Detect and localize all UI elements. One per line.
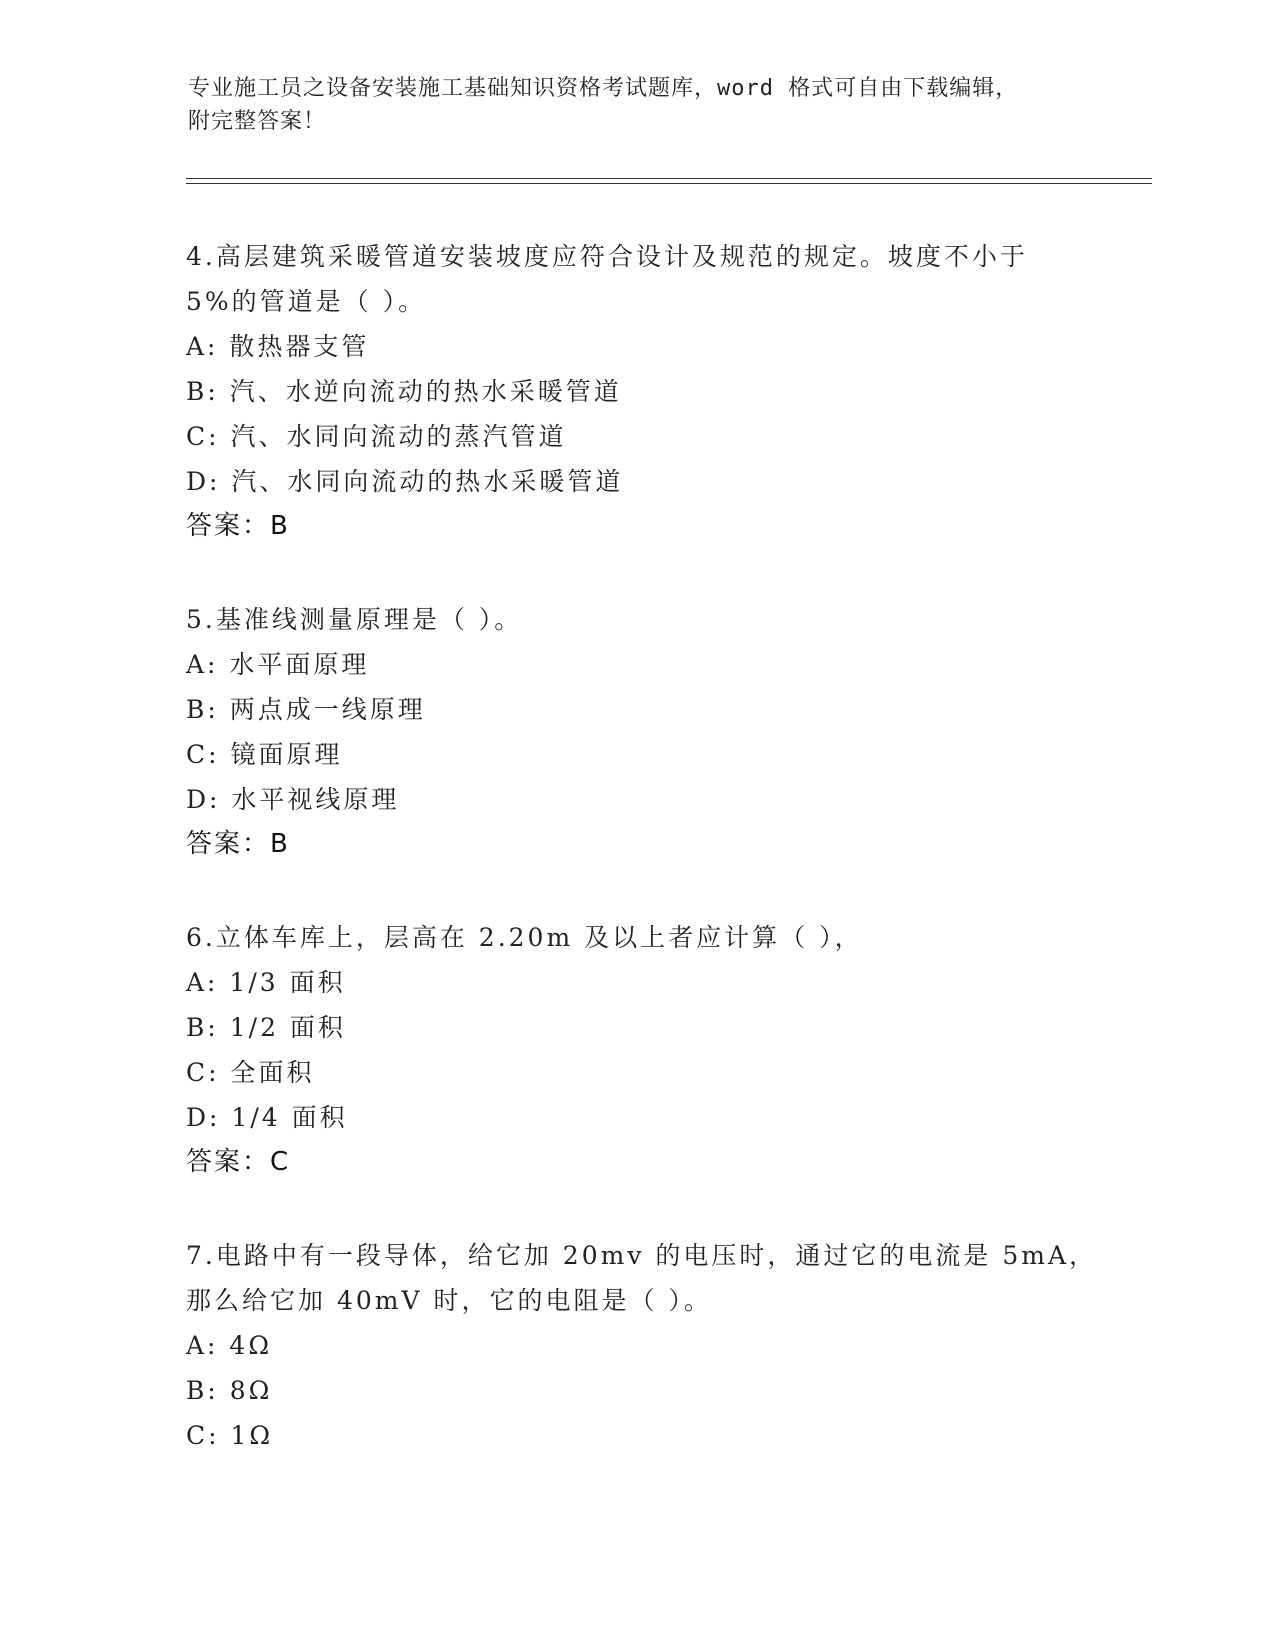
answer-label: 答案：B [186,829,290,859]
option-d: D: 水平视线原理 [186,785,400,814]
option-b: B: 两点成一线原理 [186,695,426,724]
question-7 [186,1233,1116,1458]
option-d: D: 1/4 面积 [186,1103,348,1132]
header-divider-bottom [186,183,1152,184]
option-c: C: 1Ω [186,1421,274,1450]
answer-label: 答案：C [186,1147,291,1177]
option-c: C: 镜面原理 [186,740,343,769]
question-stem-continued: 那么给它加 40mV 时，它的电阻是（ ）。 [186,1286,712,1315]
document-header [188,72,1088,138]
question-stem: 6.立体车库上，层高在 2.20m 及以上者应计算（ ）， [186,923,863,952]
question-4 [186,234,1116,549]
option-d: D: 汽、水同向流动的热水采暖管道 [186,467,624,496]
question-5 [186,597,1116,867]
option-a: A: 1/3 面积 [186,968,346,997]
question-stem-continued: 5%的管道是（ ）。 [186,287,427,316]
header-title-line-1: 专业施工员之设备安装施工基础知识资格考试题库，word 格式可自由下载编辑， [188,76,1019,101]
question-6 [186,915,1116,1185]
header-title-line-2: 附完整答案！ [188,109,327,134]
question-stem: 5.基准线测量原理是（ ）。 [186,605,523,634]
option-b: B: 1/2 面积 [186,1013,346,1042]
option-a: A: 散热器支管 [186,332,370,361]
option-b: B: 汽、水逆向流动的热水采暖管道 [186,377,622,406]
header-divider-top [186,178,1152,179]
option-a: A: 4Ω [186,1331,273,1360]
answer-label: 答案：B [186,511,290,541]
question-stem: 4.高层建筑采暖管道安装坡度应符合设计及规范的规定。坡度不小于 [186,242,1028,271]
option-a: A: 水平面原理 [186,650,370,679]
option-b: B: 8Ω [186,1376,273,1405]
option-c: C: 全面积 [186,1058,315,1087]
question-stem: 7.电路中有一段导体，给它加 20mv 的电压时，通过它的电流是 5mA， [186,1241,1098,1270]
option-c: C: 汽、水同向流动的蒸汽管道 [186,422,567,451]
